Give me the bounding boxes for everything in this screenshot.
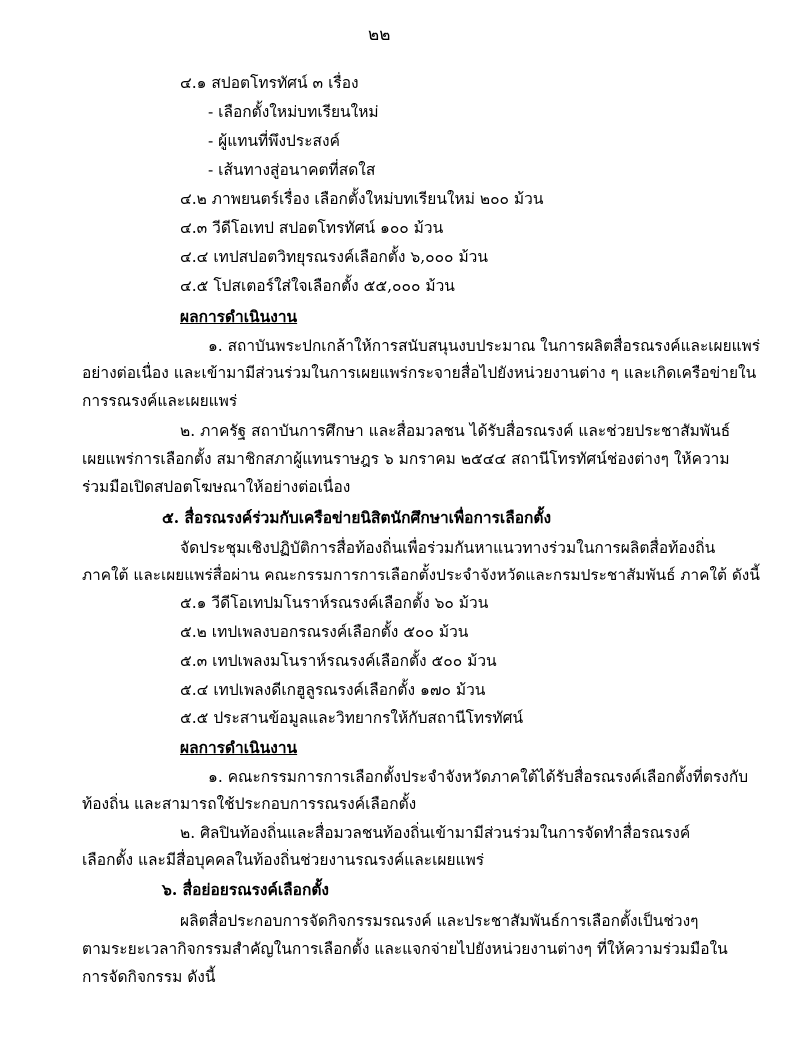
paragraph-line: ผลิตสื่อประกอบการจัดกิจกรรมรณรงค์ และประชาสัมพันธ์การเลือกตั้งเป็นช่วงๆ [180, 912, 699, 930]
bullet-item: - เลือกตั้งใหม่บทเรียนใหม่ [208, 103, 379, 121]
item-5-2: ๕.๒ เทปเพลงบอกรณรงค์เลือกตั้ง ๕๐๐ ม้วน [180, 623, 469, 641]
paragraph-line: ๒. ศิลปินท้องถิ่นและสื่อมวลชนท้องถิ่นเข้ามามีส่วนร่วมในการจัดทำสื่อรณรงค์ [180, 824, 691, 842]
section-5-heading: ๕. สื่อรณรงค์ร่วมกับเครือข่ายนิสิตนักศึกษาเพื่อการเลือกตั้ง [162, 508, 552, 527]
item-5-1: ๕.๑ วีดีโอเทปมโนราห์รณรงค์เลือกตั้ง ๖๐ ม้วน [180, 594, 489, 612]
paragraph-line: ภาคใต้ และเผยแพร่สื่อผ่าน คณะกรรมการการเลือกตั้งประจำจังหวัดและกรมประชาสัมพันธ์ ภาคใต้ ดังนี้ [82, 566, 760, 584]
item-4-5: ๔.๕ โปสเตอร์ใส่ใจเลือกตั้ง ๕๕,๐๐๐ ม้วน [180, 277, 455, 295]
item-4-1-title: ๔.๑ สปอตโทรทัศน์ ๓ เรื่อง [180, 74, 359, 92]
paragraph-line: ร่วมมือเปิดสปอตโฆษณาให้อย่างต่อเนื่อง [82, 478, 351, 496]
item-4-3: ๔.๓ วีดีโอเทป สปอตโทรทัศน์ ๑๐๐ ม้วน [180, 219, 444, 237]
paragraph-line: จัดประชุมเชิงปฏิบัติการสื่อท้องถิ่นเพื่อร่วมกันหาแนวทางร่วมในการผลิตสื่อท้องถิ่น [180, 539, 716, 557]
results-heading: ผลการดำเนินงาน [180, 738, 298, 757]
paragraph-line: ตามระยะเวลากิจกรรมสำคัญในการเลือกตั้ง และแจกจ่ายไปยังหน่วยงานต่างๆ ที่ให้ความร่วมมือใน [82, 940, 728, 958]
paragraph-line: เลือกตั้ง และมีสื่อบุคคลในท้องถิ่นช่วยงานรณรงค์และเผยแพร่ [82, 851, 485, 869]
item-5-4: ๕.๔ เทปเพลงดีเกฮูลูรณรงค์เลือกตั้ง ๑๗๐ ม้วน [180, 681, 486, 699]
paragraph-line: อย่างต่อเนื่อง และเข้ามามีส่วนร่วมในการเผยแพร่กระจายสื่อไปยังหน่วยงานต่าง ๆ และเกิดเครือข่ายใน [82, 364, 757, 382]
paragraph-line: ๑. สถาบันพระปกเกล้าให้การสนับสนุนงบประมาณ ในการผลิตสื่อรณรงค์และเผยแพร่ [208, 337, 761, 355]
paragraph-line: การรณรงค์และเผยแพร่ [82, 392, 238, 410]
paragraph-line: เผยแพร่การเลือกตั้ง สมาชิกสภาผู้แทนราษฎร ๖ มกราคม ๒๕๔๔ สถานีโทรทัศน์ช่องต่างๆ ให้ความ [82, 450, 730, 468]
item-4-2: ๔.๒ ภาพยนตร์เรื่อง เลือกตั้งใหม่บทเรียนใหม่ ๒๐๐ ม้วน [180, 190, 544, 208]
item-5-3: ๕.๓ เทปเพลงมโนราห์รณรงค์เลือกตั้ง ๕๐๐ ม้วน [180, 652, 497, 670]
bullet-item: - เส้นทางสู่อนาคตที่สดใส [208, 161, 376, 179]
item-5-5: ๕.๕ ประสานข้อมูลและวิทยากรให้กับสถานีโทรทัศน์ [180, 709, 524, 727]
bullet-item: - ผู้แทนที่พึงประสงค์ [208, 132, 340, 150]
results-heading: ผลการดำเนินงาน [180, 307, 298, 326]
page-number: ๒๒ [368, 25, 391, 45]
item-4-4: ๔.๔ เทปสปอตวิทยุรณรงค์เลือกตั้ง ๖,๐๐๐ ม้วน [180, 248, 488, 266]
section-6-heading: ๖. สื่อย่อยรณรงค์เลือกตั้ง [162, 880, 329, 899]
paragraph-line: ท้องถิ่น และสามารถใช้ประกอบการรณรงค์เลือกตั้ง [82, 795, 417, 813]
paragraph-line: การจัดกิจกรรม ดังนี้ [82, 968, 216, 986]
paragraph-line: ๒. ภาครัฐ สถาบันการศึกษา และสื่อมวลชน ได้รับสื่อรณรงค์ และช่วยประชาสัมพันธ์ [180, 422, 731, 440]
paragraph-line: ๑. คณะกรรมการการเลือกตั้งประจำจังหวัดภาคใต้ได้รับสื่อรณรงค์เลือกตั้งที่ตรงกับ [208, 768, 749, 786]
